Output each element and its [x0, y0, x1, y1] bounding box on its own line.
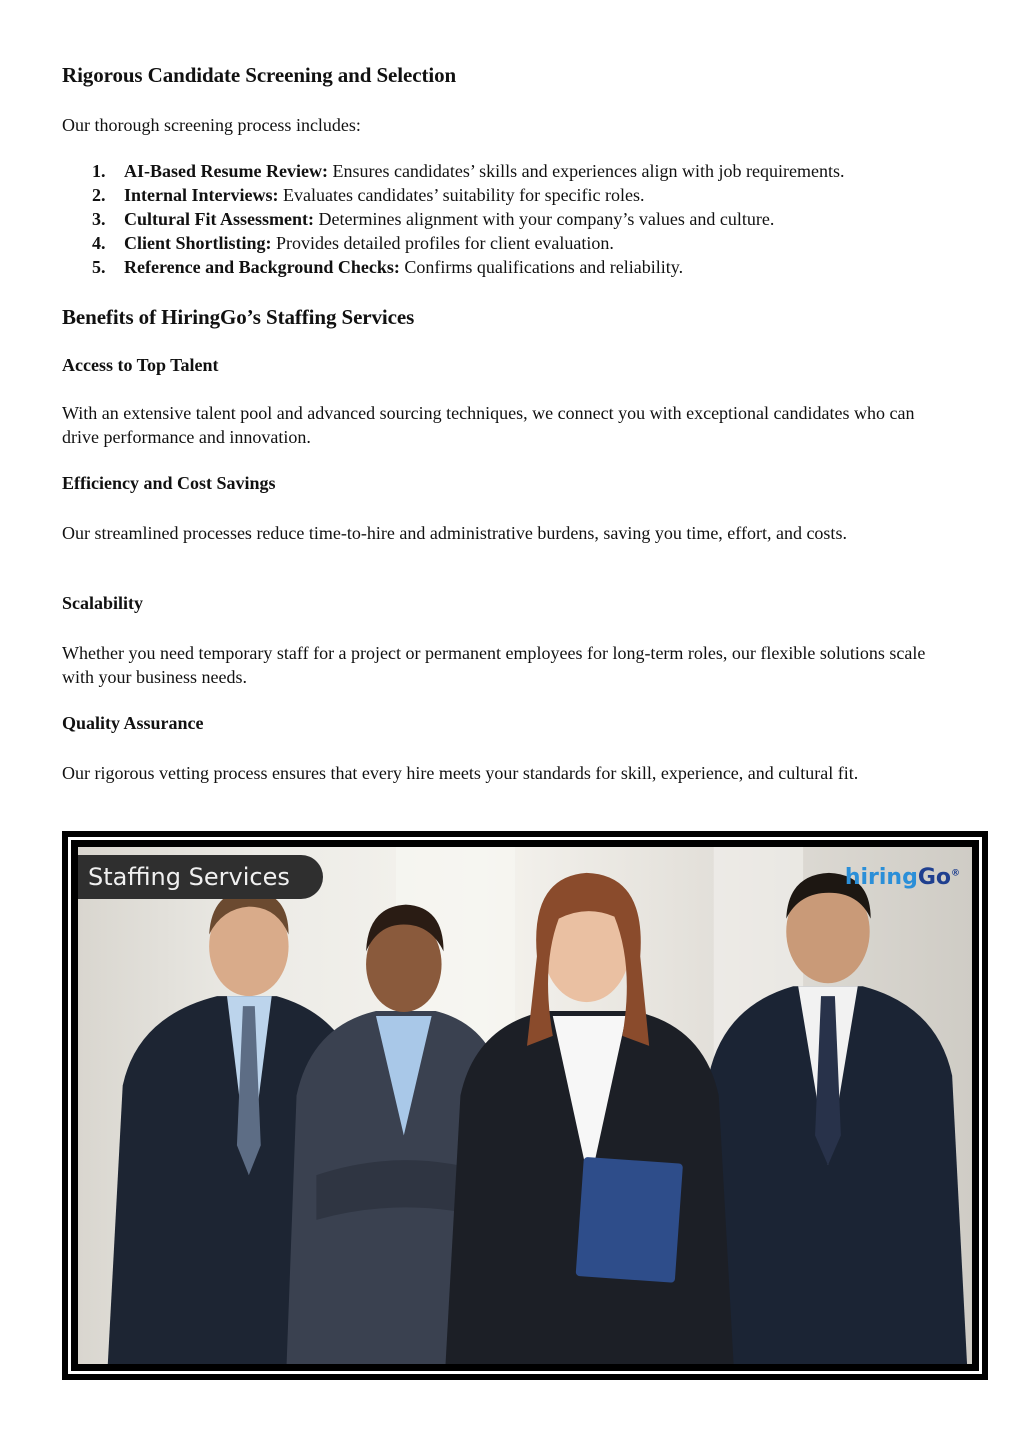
banner-image-border [68, 837, 982, 1374]
benefit-text-top-talent: With an extensive talent pool and advanced sourcing techniques, we connect you with exceptional candidates who can drive performance and innovation. [62, 403, 915, 447]
banner-image-frame [62, 831, 988, 1380]
list-item [62, 183, 844, 207]
benefit-text-quality: Our rigorous vetting process ensures that every hire meets your standards for skill, experience, and cultural fit. [62, 763, 859, 783]
team-illustration [78, 847, 972, 1364]
hiringgo-logo: hiringGo® [844, 865, 960, 890]
staff-team-photo [78, 847, 972, 1364]
list-item [62, 255, 844, 279]
step-number: 2. [92, 185, 106, 205]
step-number: 3. [92, 209, 106, 229]
list-item [62, 207, 844, 231]
benefit-title-scalability: Scalability [62, 593, 144, 613]
benefit-title-quality: Quality Assurance [62, 713, 204, 733]
step-title: Client Shortlisting: [124, 233, 272, 253]
step-text: Evaluates candidates’ suitability for specific roles. [278, 185, 645, 205]
step-title: Internal Interviews: [124, 185, 279, 205]
step-title: Cultural Fit Assessment: [124, 209, 314, 229]
benefits-heading: Benefits of HiringGo’s Staffing Services [62, 305, 415, 329]
screening-heading: Rigorous Candidate Screening and Selection [62, 63, 457, 87]
step-number: 4. [92, 233, 106, 253]
benefit-text-scalability: Whether you need temporary staff for a project or permanent employees for long-term roles, our flexible solutions scale with your business needs. [62, 643, 926, 687]
screening-intro: Our thorough screening process includes: [62, 115, 361, 135]
list-item [62, 159, 844, 183]
step-number: 1. [92, 161, 106, 181]
staffing-services-badge: Staffing Services [78, 855, 323, 899]
step-text: Provides detailed profiles for client evaluation. [271, 233, 614, 253]
step-text: Determines alignment with your company’s values and culture. [314, 209, 775, 229]
step-title: Reference and Background Checks: [124, 257, 400, 277]
step-title: AI-Based Resume Review: [124, 161, 328, 181]
benefit-text-efficiency: Our streamlined processes reduce time-to-hire and administrative burdens, saving you time, effort, and costs. [62, 523, 847, 543]
list-item [62, 231, 844, 255]
screening-steps-list [62, 159, 844, 279]
step-number: 5. [92, 257, 106, 277]
step-text: Ensures candidates’ skills and experiences align with job requirements. [327, 161, 845, 181]
benefit-title-efficiency: Efficiency and Cost Savings [62, 473, 276, 493]
step-text: Confirms qualifications and reliability. [399, 257, 684, 277]
benefit-title-top-talent: Access to Top Talent [62, 355, 219, 375]
